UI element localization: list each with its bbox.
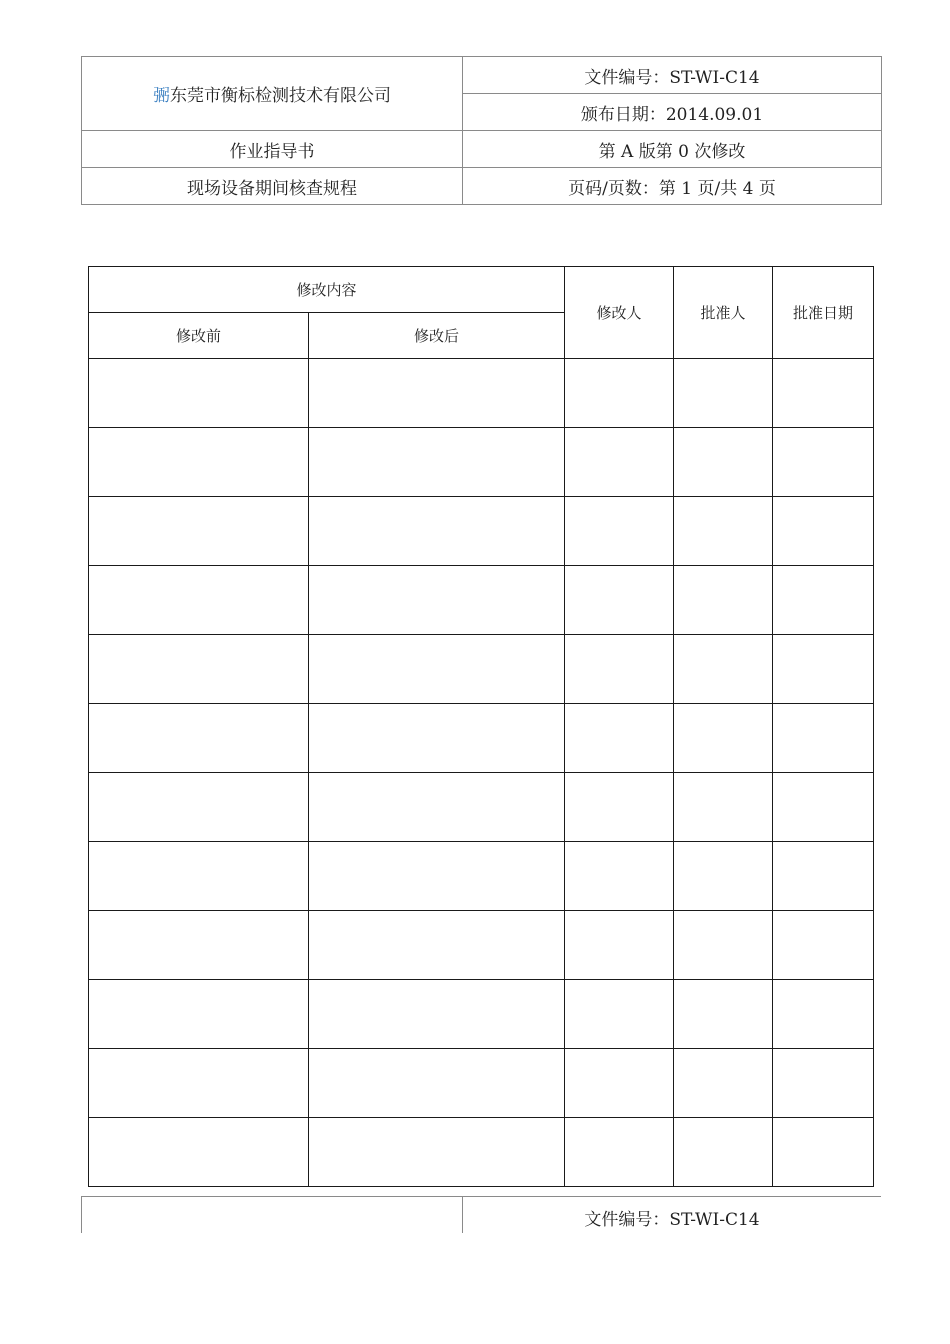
before-cell[interactable]	[89, 773, 309, 842]
company-name: 东莞市衡标检测技术有限公司	[170, 86, 391, 106]
doc-type: 作业指导书	[82, 131, 463, 168]
before-header: 修改前	[89, 313, 309, 359]
modifier-cell[interactable]	[565, 911, 674, 980]
table-row	[89, 359, 874, 428]
approval-date-cell[interactable]	[773, 1118, 874, 1187]
version-info: 第 A 版第 0 次修改	[463, 131, 882, 168]
after-cell[interactable]	[309, 497, 565, 566]
modifier-header: 修改人	[565, 267, 674, 359]
before-cell[interactable]	[89, 566, 309, 635]
after-cell[interactable]	[309, 635, 565, 704]
modifier-cell[interactable]	[565, 842, 674, 911]
modifier-cell[interactable]	[565, 635, 674, 704]
approval-date-cell[interactable]	[773, 911, 874, 980]
table-row	[89, 1049, 874, 1118]
after-header: 修改后	[309, 313, 565, 359]
before-cell[interactable]	[89, 359, 309, 428]
approver-cell[interactable]	[674, 1049, 773, 1118]
approval-date-cell[interactable]	[773, 704, 874, 773]
approver-cell[interactable]	[674, 773, 773, 842]
approver-header: 批准人	[674, 267, 773, 359]
footer-doc-number: 文件编号：ST-WI-C14	[463, 1197, 882, 1234]
table-row	[89, 566, 874, 635]
approver-cell[interactable]	[674, 359, 773, 428]
approver-cell[interactable]	[674, 980, 773, 1049]
modifier-cell[interactable]	[565, 980, 674, 1049]
table-row	[89, 842, 874, 911]
approver-cell[interactable]	[674, 635, 773, 704]
document-header-table	[81, 56, 882, 205]
approval-date-cell[interactable]	[773, 980, 874, 1049]
table-row	[89, 428, 874, 497]
revision-table	[88, 266, 874, 1187]
approval-date-cell[interactable]	[773, 842, 874, 911]
doc-number: 文件编号：ST-WI-C14	[463, 57, 882, 94]
after-cell[interactable]	[309, 428, 565, 497]
table-row	[89, 980, 874, 1049]
approval-date-cell[interactable]	[773, 635, 874, 704]
after-cell[interactable]	[309, 1049, 565, 1118]
modifier-cell[interactable]	[565, 773, 674, 842]
approver-cell[interactable]	[674, 497, 773, 566]
before-cell[interactable]	[89, 842, 309, 911]
table-row	[89, 773, 874, 842]
procedure-title: 现场设备期间核查规程	[82, 168, 463, 205]
after-cell[interactable]	[309, 359, 565, 428]
modifier-cell[interactable]	[565, 497, 674, 566]
modifier-cell[interactable]	[565, 1118, 674, 1187]
company-logo-icon: 弻	[153, 86, 170, 106]
issue-date: 颁布日期：2014.09.01	[463, 94, 882, 131]
approval-date-cell[interactable]	[773, 428, 874, 497]
footer-company-cell	[82, 1197, 463, 1234]
modifier-cell[interactable]	[565, 1049, 674, 1118]
after-cell[interactable]	[309, 1118, 565, 1187]
revision-table-body	[89, 359, 874, 1187]
approval-date-cell[interactable]	[773, 566, 874, 635]
approver-cell[interactable]	[674, 842, 773, 911]
approver-cell[interactable]	[674, 911, 773, 980]
table-row	[89, 911, 874, 980]
approval-date-header: 批准日期	[773, 267, 874, 359]
next-page-header-fragment	[81, 1196, 881, 1233]
table-row	[89, 497, 874, 566]
approval-date-cell[interactable]	[773, 773, 874, 842]
after-cell[interactable]	[309, 704, 565, 773]
before-cell[interactable]	[89, 980, 309, 1049]
table-row	[89, 635, 874, 704]
table-row	[89, 1118, 874, 1187]
before-cell[interactable]	[89, 497, 309, 566]
modifier-cell[interactable]	[565, 428, 674, 497]
after-cell[interactable]	[309, 566, 565, 635]
modifier-cell[interactable]	[565, 566, 674, 635]
approver-cell[interactable]	[674, 428, 773, 497]
before-cell[interactable]	[89, 911, 309, 980]
approver-cell[interactable]	[674, 566, 773, 635]
revision-content-header: 修改内容	[89, 267, 565, 313]
after-cell[interactable]	[309, 980, 565, 1049]
before-cell[interactable]	[89, 1049, 309, 1118]
before-cell[interactable]	[89, 635, 309, 704]
modifier-cell[interactable]	[565, 704, 674, 773]
company-cell	[82, 57, 463, 131]
approval-date-cell[interactable]	[773, 497, 874, 566]
before-cell[interactable]	[89, 1118, 309, 1187]
before-cell[interactable]	[89, 704, 309, 773]
after-cell[interactable]	[309, 842, 565, 911]
table-row	[89, 704, 874, 773]
after-cell[interactable]	[309, 773, 565, 842]
approver-cell[interactable]	[674, 1118, 773, 1187]
approver-cell[interactable]	[674, 704, 773, 773]
before-cell[interactable]	[89, 428, 309, 497]
approval-date-cell[interactable]	[773, 1049, 874, 1118]
after-cell[interactable]	[309, 911, 565, 980]
approval-date-cell[interactable]	[773, 359, 874, 428]
page-info: 页码/页数：第 1 页/共 4 页	[463, 168, 882, 205]
modifier-cell[interactable]	[565, 359, 674, 428]
